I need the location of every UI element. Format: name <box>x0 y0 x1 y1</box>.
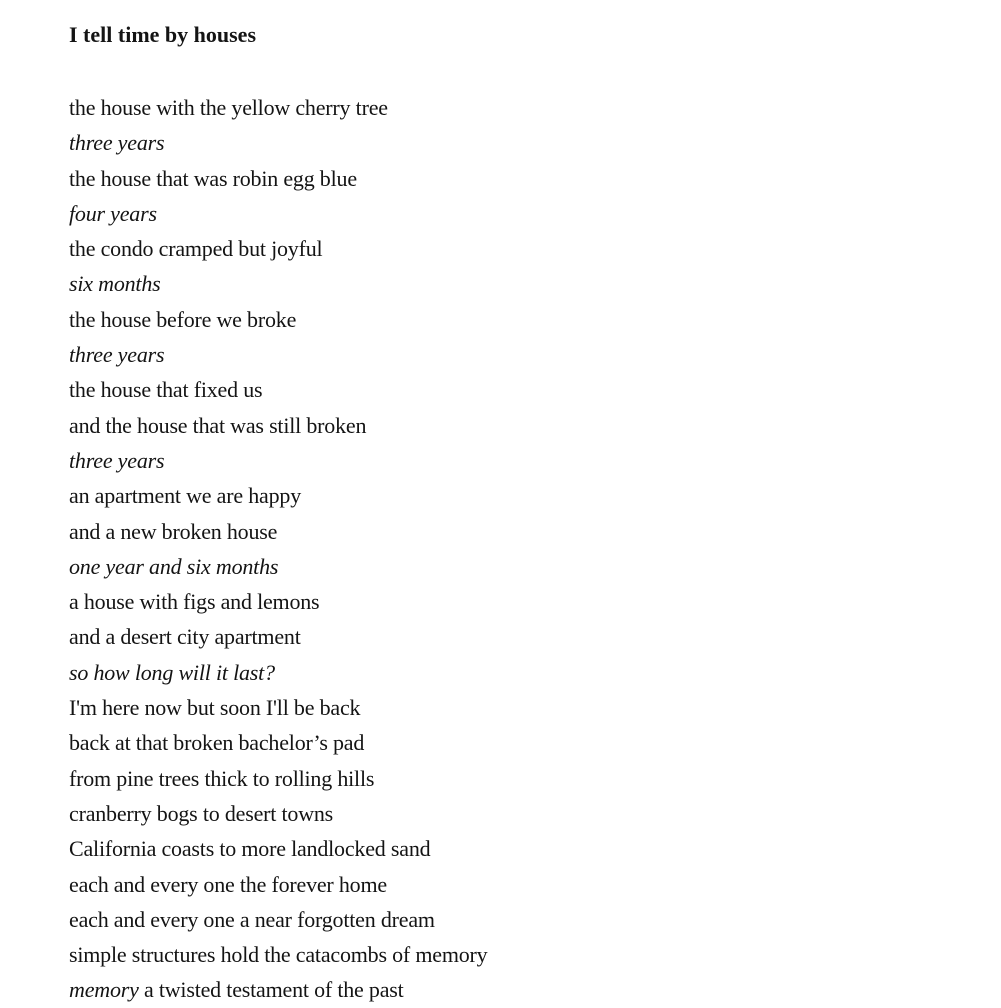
poem-line: the house before we broke <box>69 306 297 332</box>
poem-line: an apartment we are happy <box>69 483 301 509</box>
poem-line: each and every one a near forgotten dream <box>69 906 435 932</box>
poem-line <box>69 972 487 1007</box>
poem-line: and a desert city apartment <box>69 624 301 650</box>
poem-duration-line: three years <box>69 342 165 368</box>
poem-line: simple structures hold the catacombs of memory <box>69 942 488 968</box>
poem-line: cranberry bogs to desert towns <box>69 800 334 826</box>
poem-line: the house that fixed us <box>69 377 263 403</box>
poem-line: the condo cramped but joyful <box>69 236 323 262</box>
poem-line: from pine trees thick to rolling hills <box>69 765 375 791</box>
poem-duration-line: one year and six months <box>69 553 279 579</box>
poem-duration-line: six months <box>69 271 161 297</box>
poem-line: I'm here now but soon I'll be back <box>69 695 361 721</box>
poem-duration-line: so how long will it last? <box>69 659 275 685</box>
poem-line: the house with the yellow cherry tree <box>69 95 388 120</box>
poem-duration-line: three years <box>69 130 165 156</box>
poem-line: and the house that was still broken <box>69 412 367 438</box>
poem-line: California coasts to more landlocked sand <box>69 836 431 862</box>
poem-title: I tell time by houses <box>69 22 256 47</box>
poem-duration-line: four years <box>69 200 157 226</box>
poem-page <box>69 0 1001 1001</box>
poem-line: back at that broken bachelor’s pad <box>69 730 365 756</box>
poem-line: the house that was robin egg blue <box>69 165 357 191</box>
poem-line: a house with figs and lemons <box>69 589 320 615</box>
poem-body <box>69 90 487 1008</box>
poem-line: and a new broken house <box>69 518 278 544</box>
poem-duration-line: three years <box>69 447 165 473</box>
poem-line-rest: a twisted testament of the past <box>138 977 404 1003</box>
poem-emphasis-word: memory <box>69 977 139 1003</box>
poem-line: each and every one the forever home <box>69 871 387 897</box>
